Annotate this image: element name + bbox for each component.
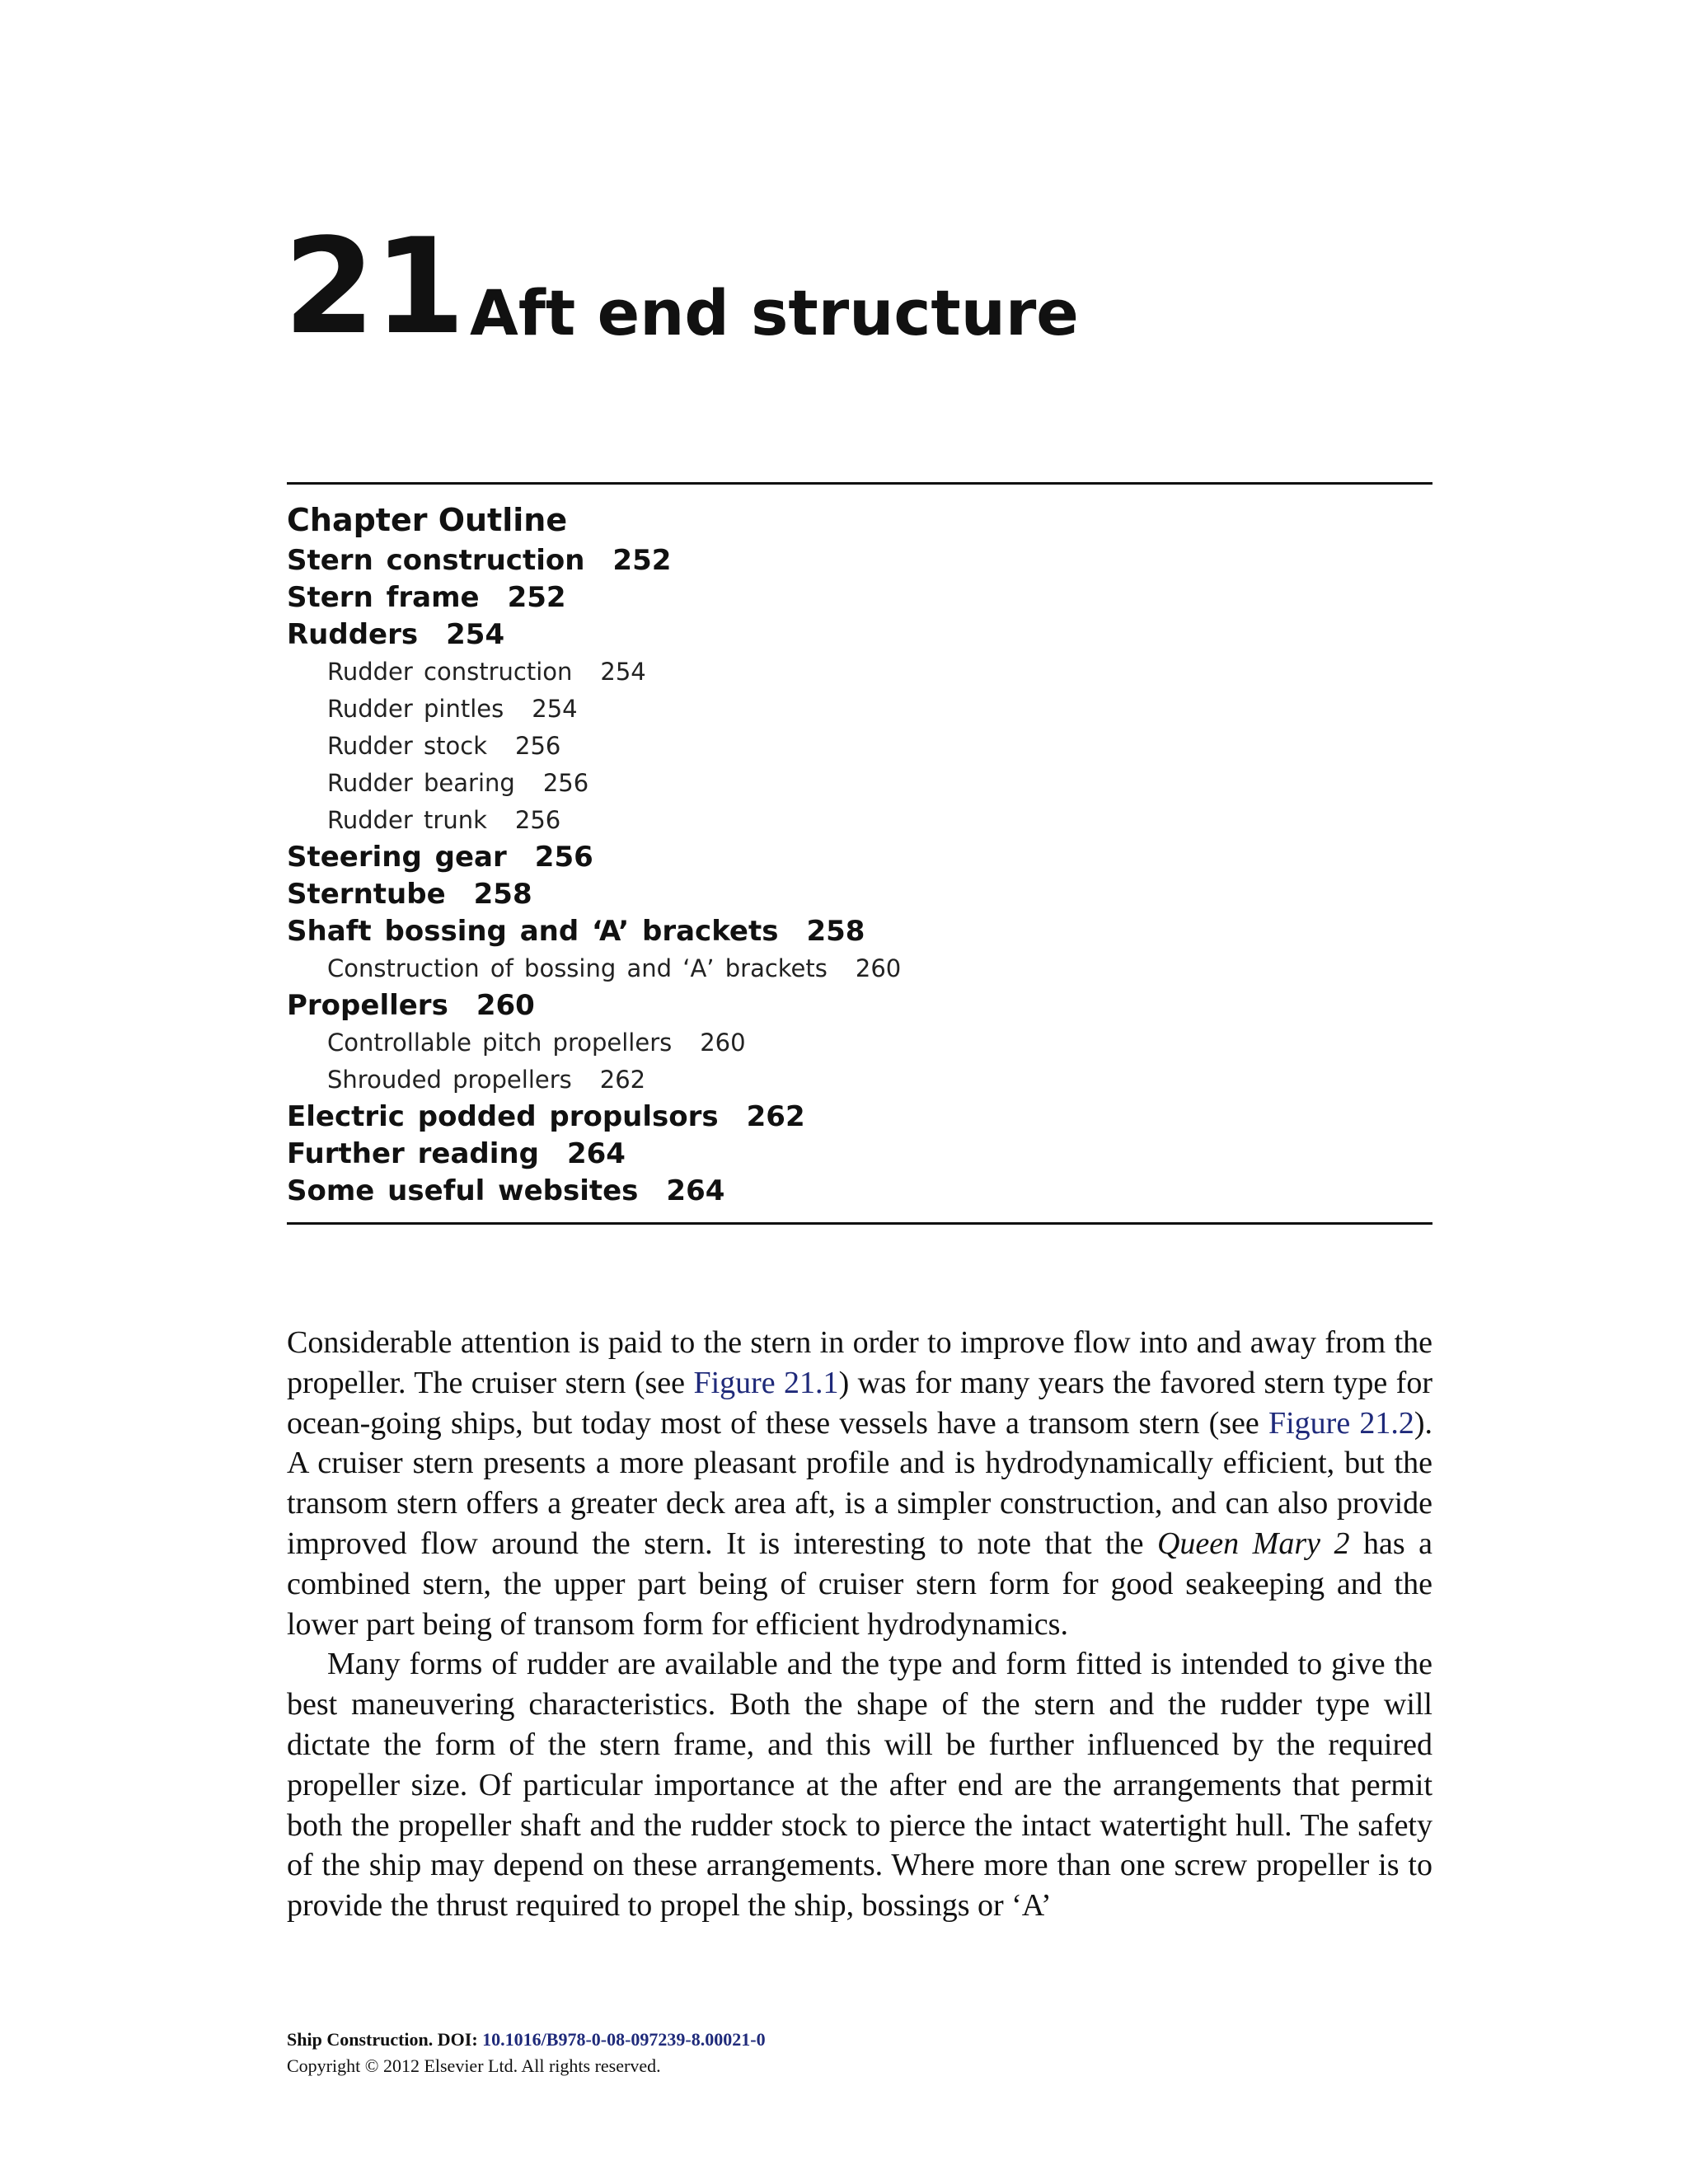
book-title: Ship Construction. [287,2029,434,2050]
toc-label: Rudders [287,618,419,651]
chapter-outline [287,498,1432,1210]
toc-page: 260 [855,954,902,982]
page-footer [287,2027,1432,2079]
toc-subentry[interactable] [287,1062,1432,1099]
outline-top-rule [287,482,1432,485]
body-text-run: Considerable attention is paid to the stern in order to improve flow into and away from the propeller. The cruiser stern (see [287,1325,1432,1400]
toc-label: Steering gear [287,841,507,874]
toc-page: 262 [746,1100,805,1133]
toc-page: 260 [476,989,535,1022]
toc-subentry[interactable] [287,654,1432,691]
toc-entry[interactable] [287,987,1432,1024]
body-paragraph [287,1323,1432,1644]
toc-label: Rudder pintles [327,695,504,723]
toc-label: Stern frame [287,581,480,614]
toc-label: Further reading [287,1137,539,1170]
chapter-number: 21 [284,209,464,363]
ship-name: Queen Mary 2 [1156,1526,1350,1561]
book-page [284,0,1433,2184]
toc-entry[interactable] [287,1099,1432,1136]
toc-page: 260 [700,1029,746,1057]
toc-page: 252 [507,581,566,614]
figure-link[interactable]: Figure 21.1 [693,1365,839,1400]
toc-subentry[interactable] [287,802,1432,839]
outline-heading: Chapter Outline [287,502,568,538]
body-text-run: ). A cruiser stern presents a more pleasant profile and is hydrodynamically efficient, but the transom stern offers a greater deck area aft, is a simpler construction, and can also provide improved flow around the stern. It is interesting to note that the [287,1405,1433,1561]
toc-page: 264 [566,1137,626,1170]
toc-page: 254 [532,695,578,723]
toc-label: Sterntube [287,878,446,911]
chapter-body [287,1323,1432,1926]
toc-entry[interactable] [287,616,1432,654]
toc-label: Propellers [287,989,448,1022]
copyright-line: Copyright © 2012 Elsevier Ltd. All rights reserved. [287,2055,661,2076]
toc-entry[interactable] [287,1136,1432,1173]
chapter-header [284,209,1432,363]
toc-subentry[interactable] [287,691,1432,728]
doi-label: DOI: [437,2029,478,2050]
chapter-title: Aft end structure [470,276,1079,349]
toc-page: 254 [446,618,505,651]
toc-entry[interactable] [287,839,1432,876]
toc-page: 258 [806,915,865,948]
figure-link[interactable]: Figure 21.2 [1268,1405,1414,1441]
toc-entry[interactable] [287,876,1432,913]
toc-label: Rudder stock [327,732,487,760]
doi-link[interactable]: 10.1016/B978-0-08-097239-8.00021-0 [482,2029,766,2050]
toc-label: Rudder construction [327,658,573,686]
toc-subentry[interactable] [287,728,1432,765]
toc-label: Rudder trunk [327,806,487,834]
toc-page: 262 [599,1066,646,1094]
toc-page: 264 [666,1174,725,1207]
toc-page: 256 [515,732,561,760]
toc-label: Electric podded propulsors [287,1100,719,1133]
toc-page: 252 [612,544,672,577]
citation-line [287,2027,1432,2053]
toc-subentry[interactable] [287,765,1432,802]
toc-subentry[interactable] [287,950,1432,987]
toc-entry[interactable] [287,542,1432,579]
toc-page: 256 [514,806,561,834]
outline-bottom-rule [287,1222,1432,1225]
toc-page: 254 [600,658,646,686]
body-text-run: has a combined stern, the upper part being of cruiser stern form for good seakeeping and the lower part being of transom form for efficient hydrodynamics. [287,1526,1433,1642]
toc-page: 258 [473,878,532,911]
toc-label: Rudder bearing [327,769,515,797]
toc-entry[interactable] [287,913,1432,950]
toc-page: 256 [534,841,593,874]
toc-label: Shaft bossing and ‘A’ brackets [287,915,779,948]
toc-entry[interactable] [287,1173,1432,1210]
body-paragraph: Many forms of rudder are available and the type and form fitted is intended to give the best maneuvering characteristics. Both the shape of the stern and the rudder type will dictate the form of the stern frame, and this will be further influenced by the required propeller size. Of particular importance at the after end are the arrangements that permit both the propeller shaft and the rudder stock to pierce the intact watertight hull. The safety of the ship may depend on these arrangements. Where more than one screw propeller is to provide the thrust required to propel the ship, bossings or ‘A’ [287,1647,1432,1924]
toc-label: Some useful websites [287,1174,639,1207]
toc-label: Controllable pitch propellers [327,1029,673,1057]
toc-entry[interactable] [287,579,1432,616]
toc-label: Stern construction [287,544,585,577]
toc-label: Construction of bossing and ‘A’ brackets [327,954,828,982]
toc-subentry[interactable] [287,1024,1432,1062]
toc-label: Shrouded propellers [327,1066,572,1094]
toc-page: 256 [542,769,589,797]
body-text-run: ) was for many years the favored stern type for ocean-going ships, but today most of these vessels have a transom stern (see [287,1365,1432,1441]
